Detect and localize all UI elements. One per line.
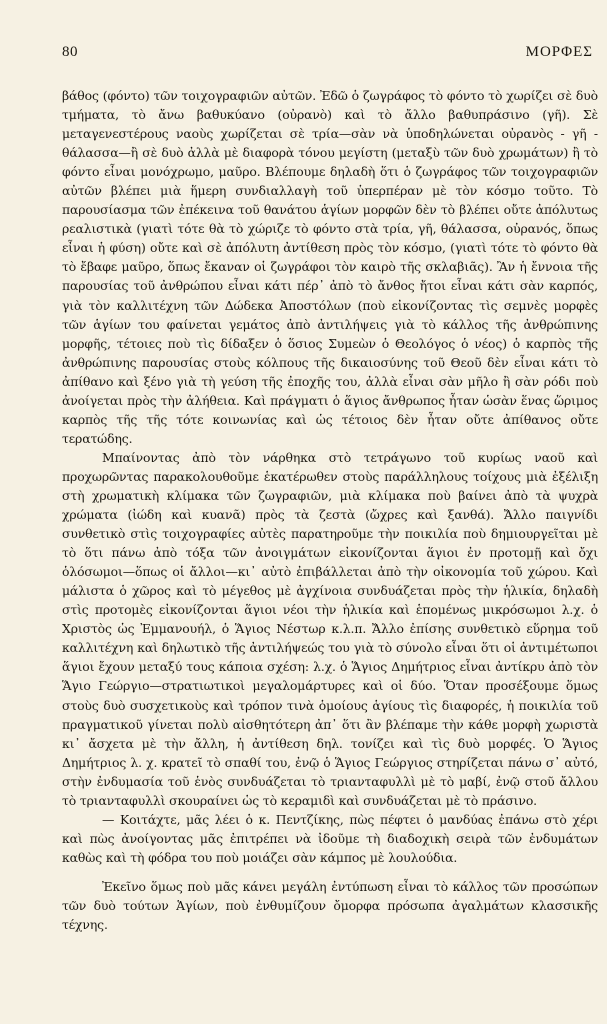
paragraph-2: Μπαίνοντας ἀπὸ τὸν νάρθηκα στὸ τετράγωνο τοῦ κυρίως ναοῦ καὶ προχωρῶντας παρακολουθοῦμε ἑκατέρωθεν στοὺς παράλληλους τοίχους μιὰ ἐξέλιξη στὴ χρωματικὴ κλίμακα τῶν ζωγραφιῶν, μιὰ κλίμακα ποὺ βαίνει ἀπὸ τὰ ψυχρὰ χρώματα (ἰώδη καὶ κυανᾶ) πρὸς τὰ ζεστὰ (ὤχρες καὶ ξανθά). Ἄλλο παιγνίδι συνθετικὸ στὶς τοιχογραφίες αὐτὲς παρατηροῦμε τὴν ποικιλία ποὺ δημιουργεῖται μὲ τὸ ὅτι πάνω ἀπὸ τόξα τῶν ἀνοιγμάτων εἰκονίζονται ἅγιοι ἐν προτομῇ καὶ ὄχι ὁλόσωμοι—ὅπως οἱ ἄλλοι—κι᾿ αὐτὸ ἐπιβάλλεται ἀπὸ τὴν οἰκονομία τοῦ χώρου. Καὶ μάλιστα ὁ χῶρος καὶ τὸ μέγεθος μὲ ἀγχίνοια συνδυάζεται πρὸς τὴν ἡλικία, δηλαδὴ στὶς προτομὲς εἰκονίζονται ἅγιοι νέοι τὴν ἡλικία καὶ ἑπομένως μικρόσωμοι λ.χ. ὁ Χριστὸς ὡς Ἐμμανουήλ, ὁ Ἅγιος Νέστωρ κ.λ.π. Ἄλλο ἐπίσης συνθετικὸ εὕρημα τοῦ καλλιτέχνη καὶ δηλωτικὸ τῆς ἀντιλήψεώς του γιὰ τὸ σύνολο εἶναι ὅτι οἱ ἀντιμέτωποι ἅγιοι ἔχουν μεταξύ τους κάποια σχέση: λ.χ. ὁ Ἅγιος Δημήτριος εἶναι ἀντίκρυ ἀπὸ τὸν Ἅγιο Γεώργιο—στρατιωτικοὶ μεγαλομάρτυρες καὶ οἱ δύο. Ὅταν προσέξουμε ὅμως στοὺς δυὸ συσχετικοὺς καὶ τρόπον τινὰ ὁμοίους ἁγίους τὶς διαφορές, ἡ ποικιλία τοῦ πραγματικοῦ γίνεται πολὺ αἰσθητότερη ἀπ᾿ ὅτι ἂν βλέπαμε τὴν κάθε μορφὴ χωριστὰ κι᾿ ἄσχετα μὲ τὴν ἄλλη, ἡ ἀντίθεση δηλ. τονίζει καὶ τὶς δυὸ μορφές. Ὁ Ἅγιος Δημήτριος λ. χ. κρατεῖ τὸ σπαθί του, ἐνῷ ὁ Ἅγιος Γεώργιος στηρίζεται πάνω σ᾿ αὐτό, στὴν ἐνδυμασία τοῦ ἑνὸς συνδυάζεται τὸ τριανταφυλλὶ μὲ τὸ μαβί, ἐνῷ στοῦ ἄλλου τὸ τριανταφυλλὶ σκουραίνει ὡς τὸ κεραμιδὶ καὶ συνδυάζεται μὲ τὸ πράσινο. (62, 449, 598, 808)
page-number: 80 (62, 44, 78, 60)
running-head-title: ΜΟΡΦΕΣ (525, 44, 593, 60)
paragraph-3: — Κοιτάχτε, μᾶς λέει ὁ κ. Πεντζίκης, πὼς πέφτει ὁ μανδύας ἐπάνω στὸ χέρι καὶ πὼς ἀνοίγοντας μᾶς ἐπιτρέπει νὰ ἰδοῦμε τὴ διαδοχικὴ σειρὰ τῶν ἐνδυμάτων καθὼς καὶ τὴ φόδρα του ποὺ μοιάζει σὰν κάμπος μὲ λουλούδια. (62, 811, 598, 865)
page-header (62, 44, 593, 64)
paragraph-4: Ἐκεῖνο ὅμως ποὺ μᾶς κάνει μεγάλη ἐντύπωση εἶναι τὸ κάλλος τῶν προσώπων τῶν δυὸ τούτων Ἁγίων, ποὺ ἐνθυμίζουν ὄμορφα πρόσωπα ἀγαλμάτων κλασσικῆς τέχνης. (62, 878, 598, 933)
paragraph-gap (62, 867, 598, 877)
body-text (62, 86, 598, 934)
paragraph-1: βάθος (φόντο) τῶν τοιχογραφιῶν αὐτῶν. Ἐδῶ ὁ ζωγράφος τὸ φόντο τὸ χωρίζει σὲ δυὸ τμήματα, τὸ ἄνω βαθυκύανο (οὐρανὸ) καὶ τὸ ἄλλο βαθυπράσινο (γῆ). Σὲ μεταγενεστέρους ναοὺς χωρίζεται σὲ τρία—σὰν νὰ ὑποδηλώνεται οὐρανὸς - γῆ - θάλασσα—ἢ σὲ δυὸ ἀλλὰ μὲ διαφορὰ τόνου μεγίστη (μεταξὺ τῶν δυὸ χρωμάτων) ἢ τὸ φόντο εἶναι μονόχρωμο, μαῦρο. Βλέπουμε δηλαδὴ ὅτι ὁ ζωγράφος τῶν τοιχογραφιῶν αὐτῶν βλέπει μιὰ ἥμερη συνδιαλλαγὴ τοῦ ὑπερπέραν μὲ τὸν κόσμο τοῦτο. Τὸ παρουσίασμα τῶν ἐπέκεινα τοῦ θανάτου ἁγίων μορφῶν δὲν τὸ βλέπει οὔτε ἀπόλυτως ρεαλιστικὰ (γιατὶ τότε θὰ τὸ χώριζε τὸ φόντο στὰ τρία, γῆ, θάλασσα, οὐρανός, ὅπως εἶναι ἡ φύση) οὔτε καὶ σὲ ἀπόλυτη ἀντίθεση πρὸς τὸν κόσμο, (γιατὶ τότε τὸ φόντο θὰ τὸ ἔβαφε μαῦρο, ὅπως ἔκαναν οἱ ζωγράφοι τὸν καιρὸ τῆς σκλαβιᾶς). Ἂν ἡ ἔννοια τῆς παρουσίας τοῦ ἀνθρώπου εἶναι κάτι πέρ᾿ ἀπὸ τὸ ἄνθος ἤτοι εἶναι κάτι σὰν καρπός, γιὰ τὸν καλλιτέχνη τῶν Δώδεκα Ἀποστόλων (ποὺ εἰκονίζοντας τὶς σεμνὲς μορφὲς τῶν ἁγίων του φαίνεται γεμάτος ἀπὸ ἀντιλήψεις γιὰ τὸ κάλλος τῆς ἀνθρώπινης μορφῆς, τέτοιες ποὺ τὶς δίδαξεν ὁ ὅσιος Συμεὼν ὁ Θεολόγος ὁ νέος) ὁ καρπὸς τῆς ἀνθρώπινης παρουσίας στοὺς κόλπους τῆς δικαιοσύνης τοῦ Θεοῦ δὲν εἶναι κάτι τὸ ἀπίθανο καὶ ξένο γιὰ τὴ γεύση τῆς ἐποχῆς του, ἀλλὰ εἶναι σὰν μῆλο ἢ σὰν ρόδι ποὺ ἀνοίγεται πρὸς τὴν ἀλήθεια. Καὶ πράγματι ὁ ἅγιος ἄνθρωπος ἦταν ὡσὰν ἕνας ὥριμος καρπὸς τῆς τῆς τότε κοινωνίας καὶ ὡς τέτοιος δὲν ἦταν οὔτε ἀπίθανος οὔτε τερατώδης. (62, 88, 598, 446)
